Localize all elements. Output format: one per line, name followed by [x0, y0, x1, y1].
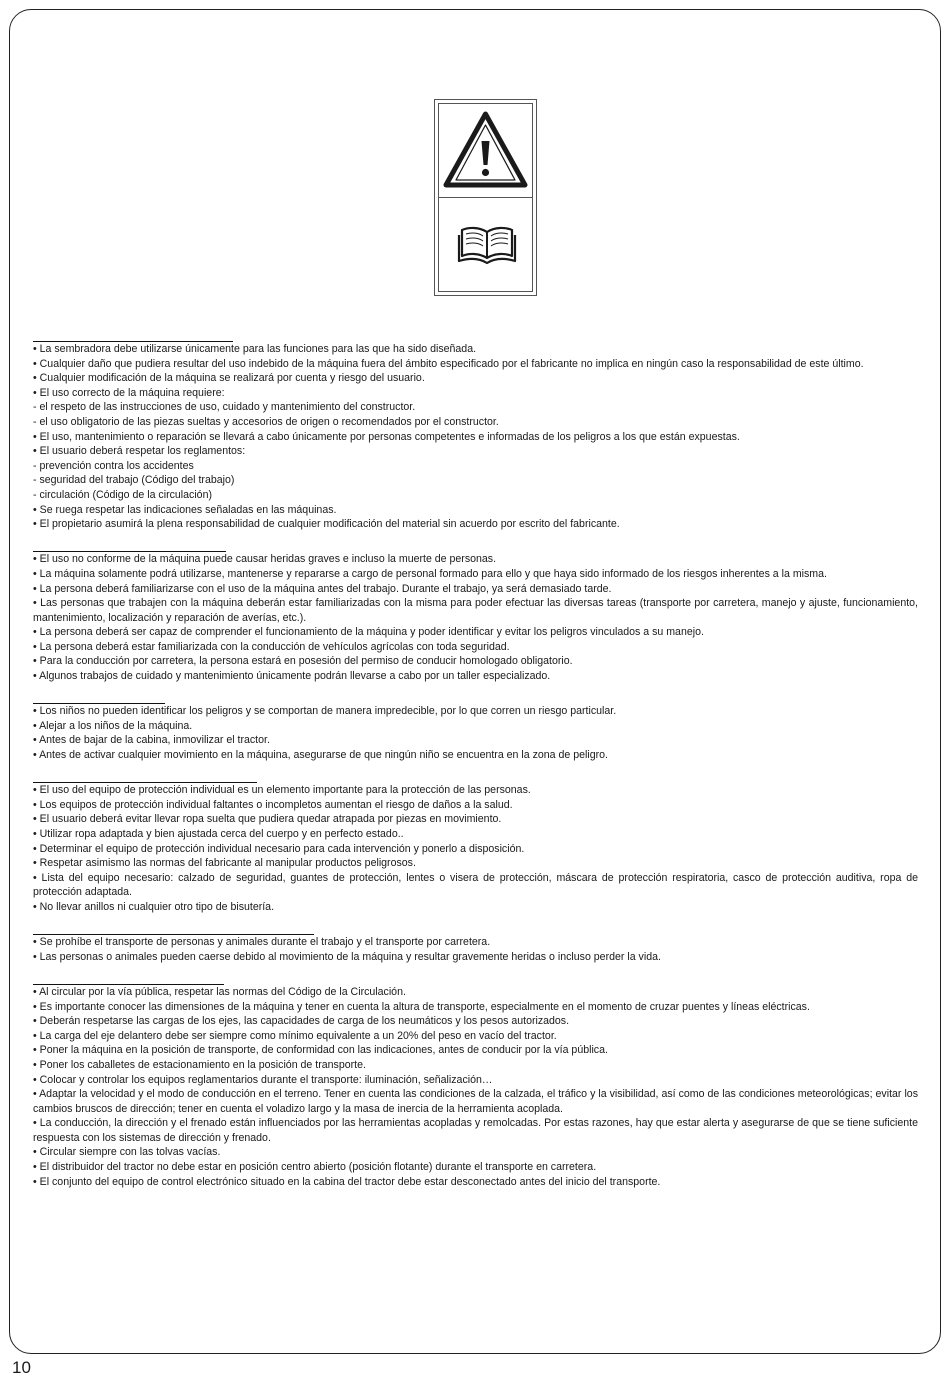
instruction-line: • Alejar a los niños de la máquina.	[33, 719, 193, 732]
safety-section	[33, 777, 918, 914]
open-book-icon	[457, 224, 517, 266]
instruction-line: • Los equipos de protección individual faltantes o incompletos aumentan el riesgo de daños a la salud.	[33, 798, 513, 811]
instruction-line: • Determinar el equipo de protección individual necesario para cada intervención y ponerlo a disposición.	[33, 842, 525, 855]
instruction-line: • Las personas que trabajen con la máquina deberán estar familiarizadas con la misma para poder efectuar las diversas tareas (transporte por carretera, manejo y ajuste, funcionamiento, mantenimiento, localización y reparación de averías, etc.).	[33, 597, 918, 624]
instruction-line: • Al circular por la vía pública, respetar las normas del Código de la Circulación.	[33, 985, 406, 998]
instruction-line: - seguridad del trabajo (Código del trabajo)	[33, 474, 235, 487]
instruction-line: - prevención contra los accidentes	[33, 459, 194, 472]
instruction-line: • Deberán respetarse las cargas de los ejes, las capacidades de carga de los neumáticos y los pesos autorizados.	[33, 1015, 570, 1028]
instruction-line: • El uso, mantenimiento o reparación se llevará a cabo únicamente por personas competentes e informadas de los peligros a los que están expuestas.	[33, 430, 740, 443]
instruction-line: • Colocar y controlar los equipos reglamentarios durante el transporte: iluminación, señalización…	[33, 1073, 493, 1086]
instruction-line: • La conducción, la dirección y el frenado están influenciados por las herramientas acopladas y remolcadas. Por estas razones, hay que estar alerta y asegurarse de que se tiene suficiente respuesta con los sistemas de dirección y frenado.	[33, 1117, 918, 1144]
warning-triangle-icon	[443, 111, 528, 189]
instruction-line: • Se prohíbe el transporte de personas y animales durante el trabajo y el transporte por carretera.	[33, 936, 491, 949]
instruction-line: • La máquina solamente podrá utilizarse, mantenerse y repararse a cargo de personal formado para ello y que haya sido informado de los riesgos inherentes a la misma.	[33, 567, 827, 580]
sign-panel-divider	[438, 197, 533, 198]
instruction-line: • Las personas o animales pueden caerse debido al movimiento de la máquina y resultar gravemente heridas o incluso perder la vida.	[33, 950, 661, 963]
instruction-line: • El usuario deberá evitar llevar ropa suelta que pudiera quedar atrapada por piezas en movimiento.	[33, 813, 502, 826]
instruction-line: • Para la conducción por carretera, la persona estará en posesión del permiso de conducir homologado obligatorio.	[33, 655, 573, 668]
instruction-line: • El uso no conforme de la máquina puede causar heridas graves e incluso la muerte de personas.	[33, 553, 497, 566]
instruction-line: • El propietario asumirá la plena responsabilidad de cualquier modificación del material sin acuerdo por escrito del fabricante.	[33, 518, 620, 531]
safety-section	[33, 929, 918, 964]
safety-section	[33, 336, 918, 532]
instruction-line: • La persona deberá familiarizarse con el uso de la máquina antes del trabajo. Durante el trabajo, ya será demasiado tarde.	[33, 582, 612, 595]
instruction-line: • Respetar asimismo las normas del fabricante al manipular productos peligrosos.	[33, 857, 416, 870]
instruction-line: • No llevar anillos ni cualquier otro tipo de bisutería.	[33, 900, 275, 913]
instruction-line: • La sembradora debe utilizarse únicamente para las funciones para las que ha sido diseñada.	[33, 343, 477, 355]
instruction-line: • El conjunto del equipo de control electrónico situado en la cabina del tractor debe estar desconectado antes del inicio del transporte.	[33, 1175, 661, 1188]
instruction-line: - circulación (Código de la circulación)	[33, 488, 212, 501]
instruction-line: • Es importante conocer las dimensiones de la máquina y tener en cuenta la altura de transporte, especialmente en el momento de cruzar puentes y líneas eléctricas.	[33, 1000, 810, 1013]
instruction-line: • La persona deberá estar familiarizada con la conducción de vehículos agrícolas con toda seguridad.	[33, 640, 510, 653]
instruction-line: • Se ruega respetar las indicaciones señaladas en las máquinas.	[33, 503, 337, 516]
page-number: 10	[12, 1358, 31, 1377]
instruction-line: • La carga del eje delantero debe ser siempre como mínimo equivalente a un 20% del peso en vacío del tractor.	[33, 1029, 557, 1042]
safety-sign-panel	[434, 99, 537, 296]
instruction-line: • El distribuidor del tractor no debe estar en posición centro abierto (posición flotante) durante el transporte en carretera.	[33, 1161, 597, 1174]
safety-section	[33, 698, 918, 762]
instruction-line: • Utilizar ropa adaptada y bien ajustada cerca del cuerpo y en perfecto estado..	[33, 828, 404, 840]
instruction-line: • Cualquier daño que pudiera resultar del uso indebido de la máquina fuera del ámbito especificado por el fabricante no implica en ningún caso la responsabilidad de este último.	[33, 357, 864, 370]
instruction-line: - el uso obligatorio de las piezas sueltas y accesorios de origen o recomendados por el constructor.	[33, 415, 499, 428]
instruction-line: • Circular siempre con las tolvas vacías.	[33, 1146, 221, 1159]
instruction-line: • Lista del equipo necesario: calzado de seguridad, guantes de protección, lentes o visera de protección, máscara de protección respiratoria, casco de protección auditiva, ropa de protección adaptada.	[33, 871, 918, 899]
instruction-line: • Cualquier modificación de la máquina se realizará por cuenta y riesgo del usuario.	[33, 372, 425, 385]
instruction-line: • Antes de activar cualquier movimiento en la máquina, asegurarse de que ningún niño se encuentra en la zona de peligro.	[33, 749, 608, 762]
safety-instructions-body	[33, 336, 918, 1189]
instruction-line: • El uso correcto de la máquina requiere:	[33, 386, 225, 399]
instruction-line: • Algunos trabajos de cuidado y mantenimiento únicamente podrán llevarse a cabo por un taller especializado.	[33, 670, 551, 683]
safety-section	[33, 546, 918, 683]
instruction-line: • Poner la máquina en la posición de transporte, de conformidad con las indicaciones, antes de conducir por la vía pública.	[33, 1044, 608, 1057]
instruction-line: • La persona deberá ser capaz de comprender el funcionamiento de la máquina y poder identificar y evitar los peligros vinculados a su manejo.	[33, 626, 704, 639]
instruction-line: • Poner los caballetes de estacionamiento en la posición de transporte.	[33, 1058, 366, 1071]
instruction-line: • Adaptar la velocidad y el modo de conducción en el terreno. Tener en cuenta las condiciones de la calzada, el tráfico y la visibilidad, así como de las condiciones meteorológicas; evitar los cambios bruscos de dirección; tener en cuenta el voladizo largo y la masa de inercia de la herramienta acoplada.	[33, 1088, 918, 1115]
safety-section	[33, 979, 918, 1189]
instruction-line: • Antes de bajar de la cabina, inmovilizar el tractor.	[33, 734, 270, 747]
instruction-line: - el respeto de las instrucciones de uso, cuidado y mantenimiento del constructor.	[33, 401, 416, 414]
instruction-line: • El uso del equipo de protección individual es un elemento importante para la protección de las personas.	[33, 784, 531, 797]
instruction-line: • Los niños no pueden identificar los peligros y se comportan de manera impredecible, por lo que corren un riesgo particular.	[33, 705, 617, 718]
instruction-line: • El usuario deberá respetar los reglamentos:	[33, 445, 246, 458]
